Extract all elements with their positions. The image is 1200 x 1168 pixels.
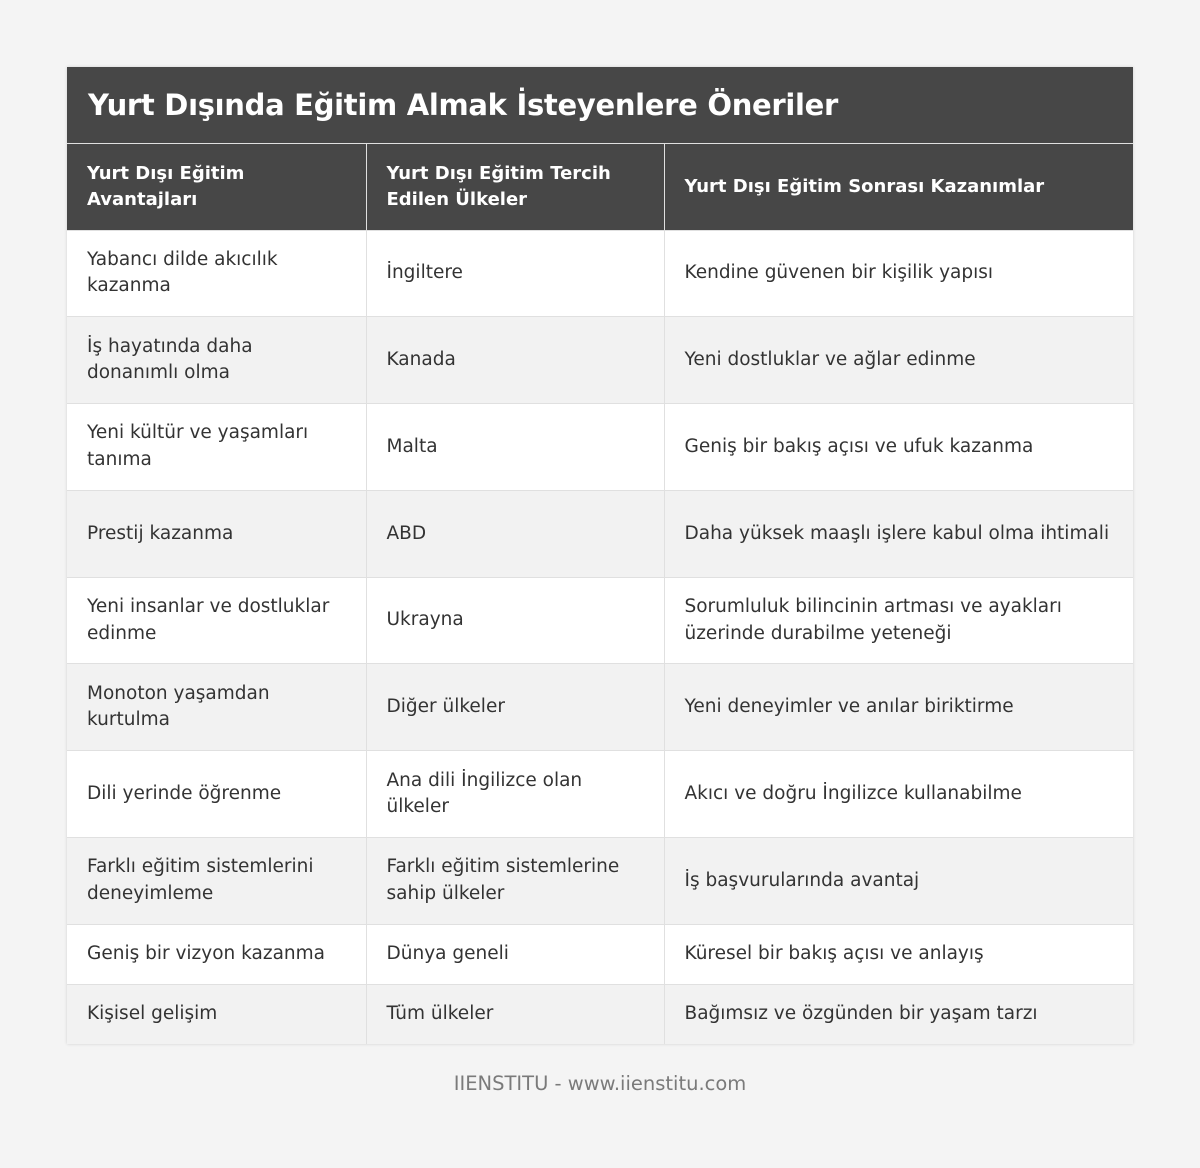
table-cell: Kişisel gelişim [67,984,366,1044]
table-cell: Prestij kazanma [67,490,366,577]
table-row [67,230,1133,317]
column-header: Yurt Dışı Eğitim Tercih Edilen Ülkeler [366,144,664,230]
table-cell: Diğer ülkeler [366,664,664,751]
column-header: Yurt Dışı Eğitim Avantajları [67,144,366,230]
title-bar [67,67,1133,144]
table-row [67,838,1133,925]
table-cell: ABD [366,490,664,577]
data-table [67,144,1133,1044]
table-cell: Küresel bir bakış açısı ve anlayış [664,924,1133,984]
table-cell: Geniş bir vizyon kazanma [67,924,366,984]
table-row [67,490,1133,577]
table-cell: Malta [366,404,664,491]
table-cell: İş hayatında daha donanımlı olma [67,317,366,404]
footer-credit: IIENSTITU - www.iienstitu.com [453,1072,747,1095]
table-cell: Ukrayna [366,577,664,664]
table-card [67,67,1133,1044]
header-row [67,144,1133,230]
table-cell: Yeni kültür ve yaşamları tanıma [67,404,366,491]
table-cell: Yeni insanlar ve dostluklar edinme [67,577,366,664]
table-cell: Farklı eğitim sistemlerini deneyimleme [67,838,366,925]
table-title: Yurt Dışında Eğitim Almak İsteyenlere Öneriler [88,88,839,122]
table-cell: Tüm ülkeler [366,984,664,1044]
table-cell: Kanada [366,317,664,404]
table-cell: Bağımsız ve özgünden bir yaşam tarzı [664,984,1133,1044]
table-row [67,924,1133,984]
table-cell: İngiltere [366,230,664,317]
table-row [67,984,1133,1044]
column-header: Yurt Dışı Eğitim Sonrası Kazanımlar [664,144,1133,230]
table-cell: Kendine güvenen bir kişilik yapısı [664,230,1133,317]
table-cell: Dünya geneli [366,924,664,984]
table-cell: Yeni deneyimler ve anılar biriktirme [664,664,1133,751]
table-cell: Farklı eğitim sistemlerine sahip ülkeler [366,838,664,925]
table-cell: Sorumluluk bilincinin artması ve ayakları üzerinde durabilme yeteneği [664,577,1133,664]
table-row [67,664,1133,751]
table-row [67,577,1133,664]
table-cell: Akıcı ve doğru İngilizce kullanabilme [664,751,1133,838]
table-cell: Dili yerinde öğrenme [67,751,366,838]
table-cell: Geniş bir bakış açısı ve ufuk kazanma [664,404,1133,491]
table-row [67,317,1133,404]
table-cell: Yabancı dilde akıcılık kazanma [67,230,366,317]
table-cell: Daha yüksek maaşlı işlere kabul olma ihtimali [664,490,1133,577]
table-row [67,404,1133,491]
table-cell: Ana dili İngilizce olan ülkeler [366,751,664,838]
table-row [67,751,1133,838]
table-cell: Monoton yaşamdan kurtulma [67,664,366,751]
table-cell: Yeni dostluklar ve ağlar edinme [664,317,1133,404]
table-cell: İş başvurularında avantaj [664,838,1133,925]
